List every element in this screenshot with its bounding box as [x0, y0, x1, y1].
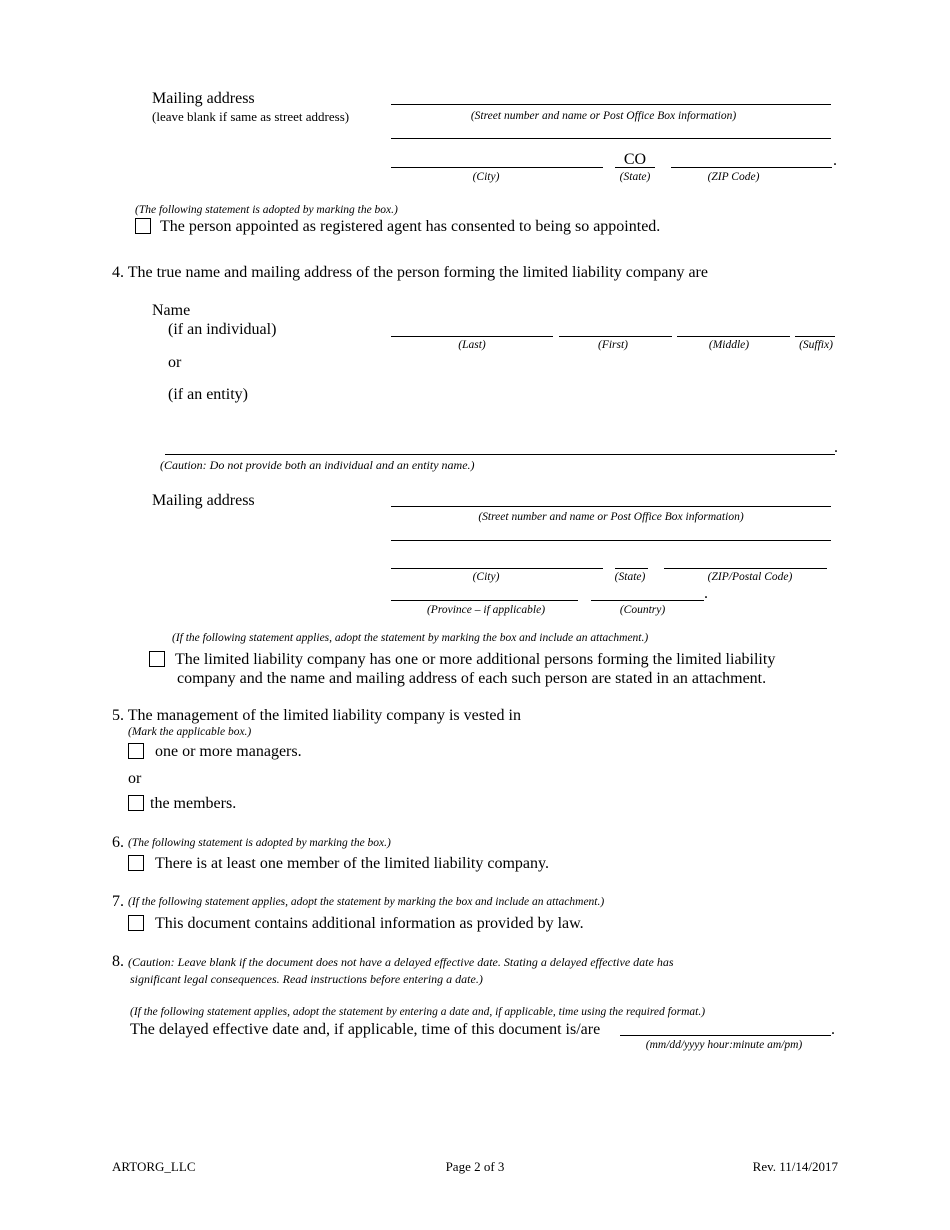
item4-city-caption: (City)	[472, 571, 500, 583]
item4-country-period: .	[704, 585, 708, 602]
agent-street-caption: (Street number and name or Post Office Box information)	[470, 110, 737, 122]
item8-instruction: (If the following statement applies, adopt the statement by entering a date and, if applicable, time using the required format.)	[130, 1006, 706, 1018]
item4-mailing-label: Mailing address	[152, 492, 255, 509]
name-last-line[interactable]	[391, 336, 553, 337]
item4-heading: 4. The true name and mailing address of the person forming the limited liability company are	[112, 264, 708, 281]
agent-zip-caption: (ZIP Code)	[707, 171, 760, 183]
item4-city-line[interactable]	[391, 568, 603, 569]
consent-statement: The person appointed as registered agent has consented to being so appointed.	[160, 218, 661, 235]
agent-state-line[interactable]	[615, 167, 655, 168]
item4-state-caption: (State)	[614, 571, 646, 583]
agent-zip-line[interactable]	[671, 167, 832, 168]
name-middle-caption: (Middle)	[708, 339, 750, 351]
agent-mailing-label: Mailing address	[152, 90, 255, 107]
item4-country-caption: (Country)	[619, 604, 666, 616]
item7-statement: This document contains additional information as provided by law.	[155, 915, 584, 932]
consent-checkbox[interactable]	[135, 218, 151, 234]
agent-street-line-1[interactable]	[391, 104, 831, 105]
item4-if-individual: (if an individual)	[168, 321, 277, 338]
agent-street-line-2[interactable]	[391, 138, 831, 139]
item8-caution-line1: (Caution: Leave blank if the document does not have a delayed effective date. Stating a delayed effective date has	[128, 955, 674, 969]
item4-street-caption: (Street number and name or Post Office Box information)	[478, 511, 744, 523]
item4-zip-line[interactable]	[664, 568, 827, 569]
item7-checkbox[interactable]	[128, 915, 144, 931]
item4-attach-instruction: (If the following statement applies, adopt the statement by marking the box and include an attachment.)	[172, 632, 649, 644]
delayed-date-period: .	[831, 1021, 835, 1038]
name-suffix-caption: (Suffix)	[799, 339, 833, 351]
agent-city-caption: (City)	[472, 171, 500, 183]
agent-state-caption: (State)	[619, 171, 651, 183]
item4-zip-caption: (ZIP/Postal Code)	[707, 571, 793, 583]
name-last-caption: (Last)	[458, 339, 486, 351]
agent-state-value: CO	[623, 151, 647, 168]
item4-attach-line2: company and the name and mailing address of each such person are stated in an attachment.	[177, 670, 767, 687]
delayed-date-line[interactable]	[620, 1035, 831, 1036]
name-first-caption: (First)	[597, 339, 629, 351]
item8-caution-line2: significant legal consequences. Read instructions before entering a date.)	[130, 972, 483, 986]
item5-or: or	[128, 770, 142, 787]
item7-number: 7.	[112, 893, 124, 910]
item4-province-caption: (Province – if applicable)	[426, 604, 546, 616]
item4-attach-line1: The limited liability company has one or more additional persons forming the limited liability	[175, 651, 776, 668]
delayed-date-caption: (mm/dd/yyyy hour:minute am/pm)	[645, 1039, 803, 1051]
managers-checkbox[interactable]	[128, 743, 144, 759]
item6-statement: There is at least one member of the limited liability company.	[155, 855, 549, 872]
item4-street-line-2[interactable]	[391, 540, 831, 541]
item6-number: 6.	[112, 834, 124, 851]
footer-page-number: Page 2 of 3	[445, 1159, 505, 1174]
name-suffix-line[interactable]	[795, 336, 835, 337]
item4-if-entity: (if an entity)	[168, 386, 248, 403]
footer-form-id: ARTORG_LLC	[112, 1159, 196, 1174]
consent-instruction: (The following statement is adopted by marking the box.)	[135, 204, 398, 216]
item4-attach-checkbox[interactable]	[149, 651, 165, 667]
entity-caution: (Caution: Do not provide both an individual and an entity name.)	[160, 458, 475, 472]
item4-or: or	[168, 354, 182, 371]
item5-instruction: (Mark the applicable box.)	[128, 726, 252, 738]
item7-instruction: (If the following statement applies, adopt the statement by marking the box and include an attachment.)	[128, 896, 605, 908]
item4-country-line[interactable]	[591, 600, 704, 601]
footer-revision: Rev. 11/14/2017	[752, 1159, 838, 1174]
item5-heading: 5. The management of the limited liability company is vested in	[112, 707, 521, 724]
members-checkbox[interactable]	[128, 795, 144, 811]
name-first-line[interactable]	[559, 336, 672, 337]
entity-name-line[interactable]	[165, 454, 835, 455]
item4-name-label: Name	[152, 302, 191, 319]
item4-state-line[interactable]	[615, 568, 648, 569]
item4-province-line[interactable]	[391, 600, 578, 601]
agent-city-line[interactable]	[391, 167, 603, 168]
item8-number: 8.	[112, 953, 124, 970]
name-middle-line[interactable]	[677, 336, 790, 337]
item6-instruction: (The following statement is adopted by marking the box.)	[128, 837, 391, 849]
agent-mailing-note: (leave blank if same as street address)	[152, 109, 350, 124]
item6-checkbox[interactable]	[128, 855, 144, 871]
managers-label: one or more managers.	[155, 743, 302, 760]
item4-street-line-1[interactable]	[391, 506, 831, 507]
members-label: the members.	[150, 795, 237, 812]
item8-statement: The delayed effective date and, if applicable, time of this document is/are	[130, 1021, 601, 1038]
agent-zip-period: .	[833, 152, 837, 169]
entity-name-period: .	[834, 439, 838, 456]
